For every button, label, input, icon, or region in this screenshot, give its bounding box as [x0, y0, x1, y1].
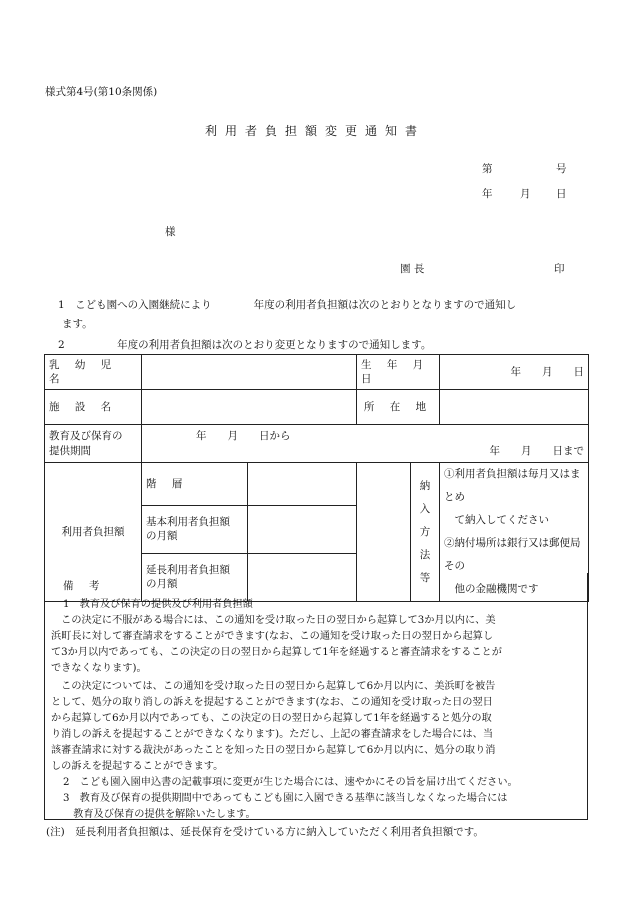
- footer-note: (注) 延長利用者負担額は、延長保育を受けている方に納入していただく利用者負担額です。: [46, 826, 484, 838]
- date-year: 年: [482, 188, 493, 200]
- remark-line: この決定に不服がある場合には、この通知を受け取った日の翌日から起算して3か月以内に、美: [51, 615, 496, 626]
- remark-line: 教育及び保育の提供を解除いたします。: [63, 809, 256, 820]
- remark-line: 1 教育及び保育の提供及び利用者負担額: [63, 599, 253, 610]
- remark-line: て3か月以内であっても、この決定の日の翌日から起算して1年を経過すると審査請求をすることが: [51, 647, 502, 658]
- addressee-suffix: 様: [165, 226, 176, 238]
- period-from: 年 月 日から: [196, 430, 291, 443]
- tier-value[interactable]: [248, 463, 357, 506]
- tier-label-text: 階 層: [146, 477, 189, 490]
- basic-monthly-value[interactable]: [248, 505, 357, 553]
- table-row: [45, 355, 589, 390]
- child-name-label: 乳 幼 児 名: [45, 355, 142, 390]
- remark-line: この決定については、この通知を受け取った日の翌日から起算して6か月以内に、美浜町を被告: [51, 681, 496, 692]
- period-to: 年 月 日まで: [489, 444, 585, 457]
- payment-note-2b: 他の金融機関です: [444, 583, 539, 595]
- notice-item-1-cont: ます。: [62, 318, 93, 330]
- facility-name-label: 施 設 名: [45, 390, 142, 425]
- pm-char-5: 等: [419, 571, 431, 584]
- table-row: [45, 463, 589, 506]
- basic-monthly-label: [142, 505, 248, 553]
- basic-monthly-label-1: 基本利用者負担額: [146, 516, 230, 529]
- remark-line: として、処分の取り消しの訴えを提起することができます(なお、この通知を受け取った日の翌日: [51, 697, 493, 708]
- payment-note-2a: ②納付場所は銀行又は郵便局その: [444, 537, 581, 572]
- notice-item-2: 2 年度の利用者負担額は次のとおり変更となりますので通知します。: [58, 339, 432, 351]
- remark-line: 2 こども園入園申込書の記載事項に変更が生じた場合には、速やかにその旨を届け出てください。: [63, 777, 518, 788]
- pm-char-2: 入: [419, 502, 431, 515]
- pm-char-3: 方: [419, 525, 431, 538]
- remark-line: しの訴えを提起することができます。: [51, 761, 224, 772]
- extended-monthly-label-2: の月額: [146, 578, 178, 591]
- remark-line: り消しの訴えを提起することができなくなります)。ただし、上記の審査請求をした場合には、当: [51, 729, 494, 740]
- form-id: 様式第4号(第10条関係): [45, 86, 158, 98]
- remark-line: 3 教育及び保育の提供期間中であってもこども園に入園できる基準に該当しなくなった場合には: [63, 793, 508, 804]
- provision-period-label-1: 教育及び保育の: [49, 430, 123, 443]
- provision-period-label-2: 提供期間: [49, 444, 91, 457]
- remarks-heading: 備 考: [63, 580, 106, 592]
- number-suffix: 号: [556, 163, 567, 175]
- pm-char-1: 納: [419, 479, 431, 492]
- facility-name-value[interactable]: [142, 390, 357, 425]
- payment-note-1a: ①利用者負担額は毎月又はまとめ: [444, 468, 581, 503]
- seal-mark: 印: [554, 263, 565, 275]
- provision-period-label: [45, 425, 142, 463]
- provision-period-value[interactable]: [142, 425, 589, 463]
- table-row: [45, 425, 589, 463]
- payment-note-1b: て納入してください: [444, 514, 550, 526]
- number-prefix: 第: [482, 163, 493, 175]
- remarks-box: [44, 573, 588, 820]
- location-label: 所 在 地: [357, 390, 440, 425]
- tier-label: [142, 463, 248, 506]
- remark-line: 該審査請求に対する裁決があったことを知った日の翌日から起算して6か月以内に、処分の取り消: [51, 745, 496, 756]
- remark-line: できなくなります)。: [51, 663, 147, 674]
- location-value[interactable]: [440, 390, 589, 425]
- extended-monthly-label-1: 延長利用者負担額: [146, 564, 230, 577]
- notice-item-1: 1 こども園への入園継続により 年度の利用者負担額は次のとおりとなりますので通知し: [58, 299, 517, 311]
- date-month: 月: [520, 188, 531, 200]
- page-title: 利用者負担額変更通知書: [204, 124, 425, 138]
- pm-char-4: 法: [419, 548, 431, 561]
- table-row: [45, 390, 589, 425]
- principal-label: 園 長: [400, 263, 425, 275]
- remark-line: から起算して6か月以内であっても、この決定の日の翌日から起算して1年を経過すると処分の取: [51, 713, 492, 724]
- birth-date-value[interactable]: 年 月 日: [440, 355, 589, 390]
- burden-amount-label: 利用者負担額: [45, 463, 142, 602]
- burden-form-table: [44, 354, 589, 602]
- basic-monthly-label-2: の月額: [146, 530, 178, 543]
- remark-line: 浜町長に対して審査請求をすることができます(なお、この通知を受け取った日の翌日から起算し: [51, 631, 494, 642]
- child-name-value[interactable]: [142, 355, 357, 390]
- birth-date-label: 生 年 月 日: [357, 355, 440, 390]
- date-day: 日: [556, 188, 567, 200]
